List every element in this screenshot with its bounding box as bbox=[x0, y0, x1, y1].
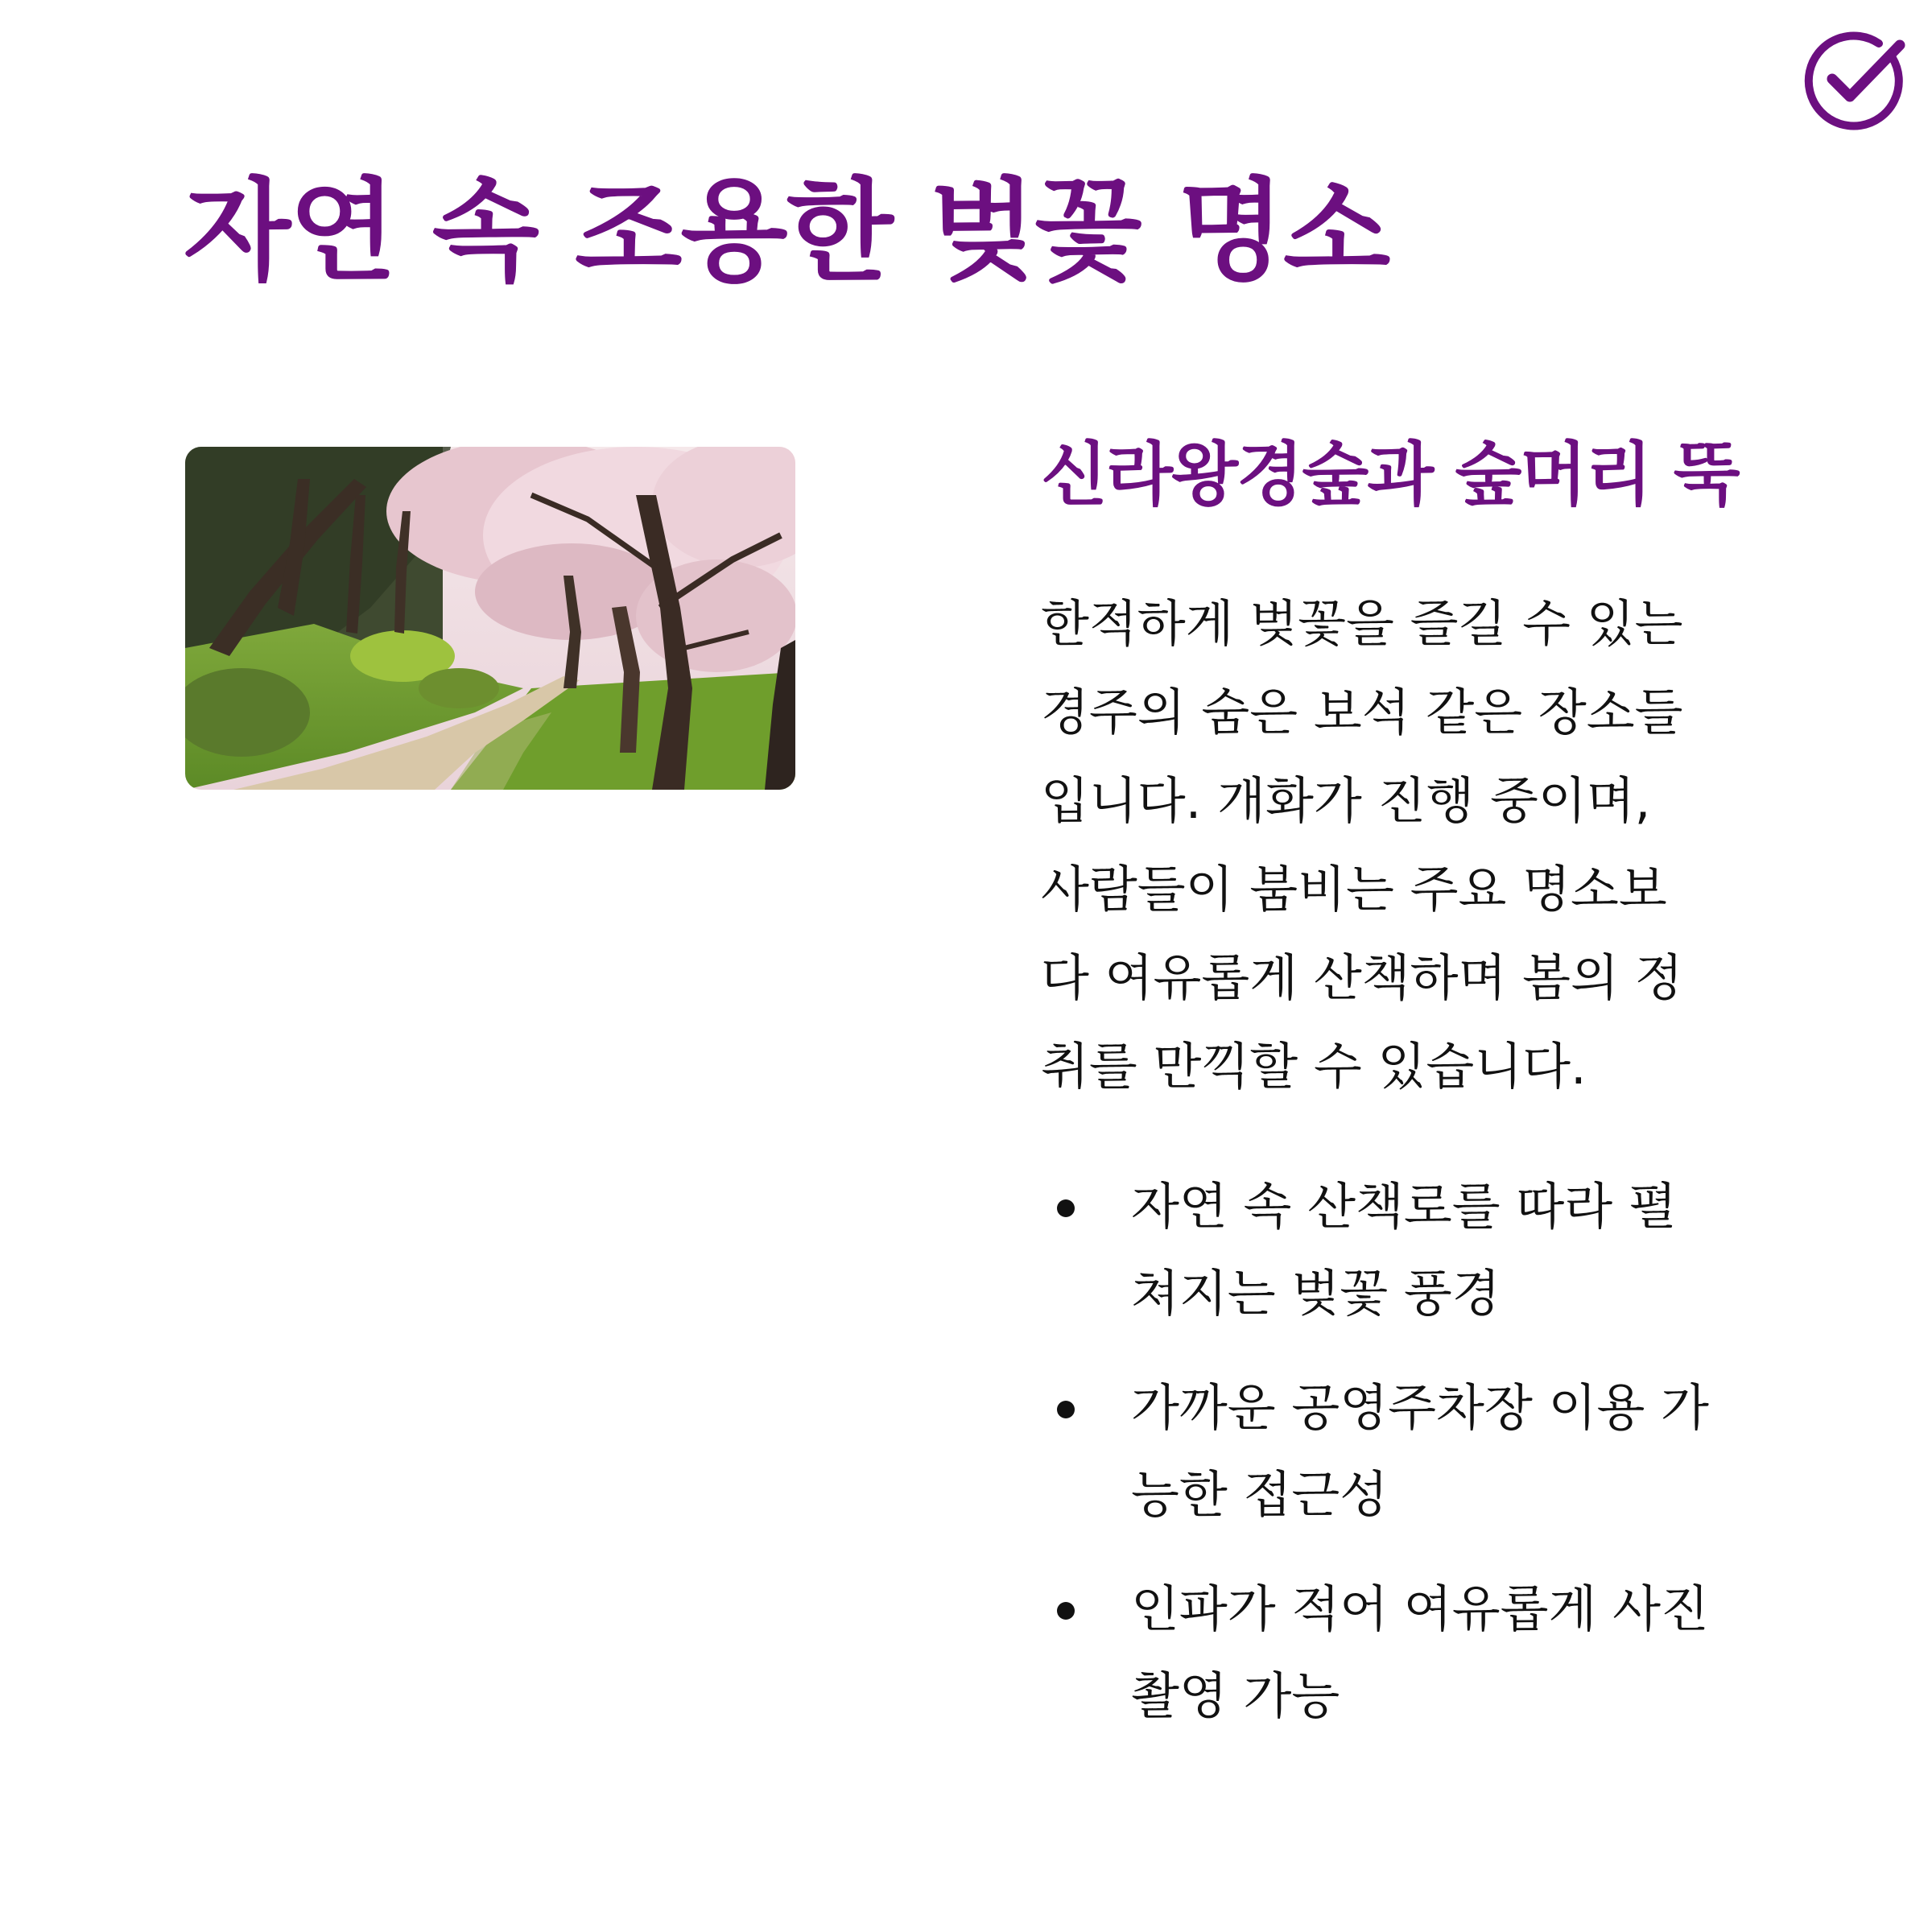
description-line: 사람들이 붐비는 주요 명소보 bbox=[1041, 860, 1667, 919]
list-item-text: 능한 접근성 bbox=[1131, 1465, 1389, 1524]
list-item-text: 쳐지는 벚꽃 풍경 bbox=[1131, 1264, 1501, 1323]
content-column bbox=[1041, 431, 1781, 1725]
description-line: 입니다. 개화가 진행 중이며, bbox=[1041, 771, 1651, 830]
list-item bbox=[1041, 1163, 1798, 1337]
description-line: 취를 만끽할 수 있습니다. bbox=[1041, 1037, 1587, 1096]
section-heading: 신라왕경숲과 숲머리 뚝 bbox=[1041, 435, 1739, 515]
description-line: 경주의 숨은 보석 같은 장소들 bbox=[1041, 683, 1683, 741]
photo-illustration bbox=[185, 447, 795, 790]
page-title: 자연 속 조용한 벚꽃 명소 bbox=[184, 167, 1389, 296]
list-item bbox=[1041, 1364, 1798, 1538]
bullet-dot-icon bbox=[1057, 1199, 1075, 1217]
bullet-dot-icon bbox=[1057, 1602, 1075, 1620]
bullet-list bbox=[1041, 1163, 1798, 1767]
description-line: 다 여유롭게 산책하며 봄의 정 bbox=[1041, 948, 1683, 1007]
description bbox=[1041, 580, 1765, 1111]
cherry-blossom-path-photo bbox=[185, 447, 795, 790]
description-line: 한적하게 벚꽃을 즐길 수 있는 bbox=[1041, 594, 1683, 653]
bullet-dot-icon bbox=[1057, 1401, 1075, 1418]
list-item-text: 가까운 공영주차장 이용 가 bbox=[1131, 1378, 1709, 1437]
list-item-text: 촬영 가능 bbox=[1131, 1666, 1340, 1725]
list-item-text: 자연 속 산책로를 따라 펼 bbox=[1131, 1177, 1677, 1236]
list-item bbox=[1041, 1566, 1798, 1740]
check-circle-icon bbox=[1802, 27, 1908, 134]
list-item-text: 인파가 적어 여유롭게 사진 bbox=[1131, 1579, 1709, 1638]
